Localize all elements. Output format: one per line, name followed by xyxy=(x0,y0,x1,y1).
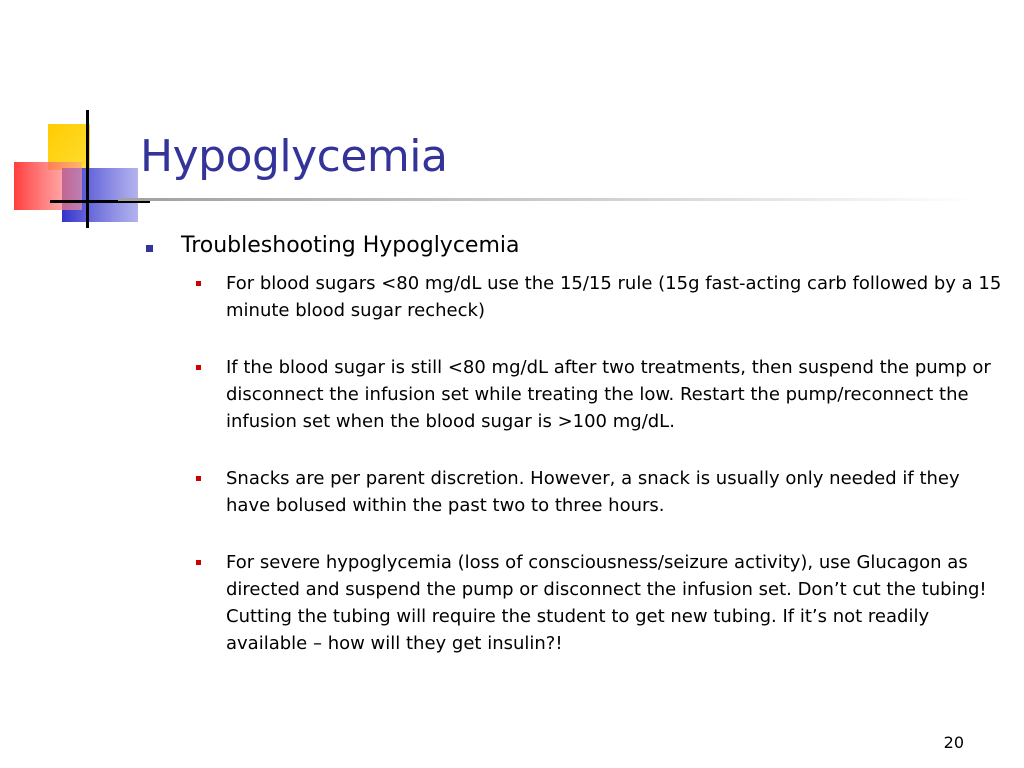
bullet-text: For blood sugars <80 mg/dL use the 15/15 rule (15g fast-acting carb followed by a 15 minute blood sugar recheck) xyxy=(226,272,1002,321)
square-bullet-icon xyxy=(196,560,201,565)
slide-title: Hypoglycemia xyxy=(140,131,448,182)
slide-content xyxy=(140,232,1010,687)
bullet-text: For severe hypoglycemia (loss of consciousness/seizure activity), use Glucagon as directed and suspend the pump or disconnect the infusion set. Don’t cut the tubing! Cutting the tubing will require the student to get new tubing. If it’s not readily available – how will they get insulin?! xyxy=(226,551,987,654)
square-bullet-icon xyxy=(196,476,201,481)
bullet-text: If the blood sugar is still <80 mg/dL after two treatments, then suspend the pump or disconnect the infusion set while treating the low. Restart the pump/reconnect the infusion set when the blood sugar is >100 mg/dL. xyxy=(226,356,991,432)
decorative-corner-graphic xyxy=(0,100,150,230)
title-underline xyxy=(118,198,978,201)
square-bullet-icon xyxy=(196,365,201,370)
square-bullet-icon xyxy=(196,281,201,286)
bullet-level2-item xyxy=(226,354,1006,435)
bullet-text: Snacks are per parent discretion. However, a snack is usually only needed if they have bolused within the past two to three hours. xyxy=(226,467,960,516)
page-number: 20 xyxy=(943,733,964,752)
bullet-level1 xyxy=(140,232,1010,261)
square-bullet-icon xyxy=(146,245,153,252)
bullet-heading-text: Troubleshooting Hypoglycemia xyxy=(181,233,520,258)
bullet-level2-item xyxy=(226,549,1006,657)
bullet-level2-item xyxy=(226,465,1006,519)
bullet-level2-item xyxy=(226,270,1006,324)
deco-vertical-line xyxy=(86,110,89,228)
